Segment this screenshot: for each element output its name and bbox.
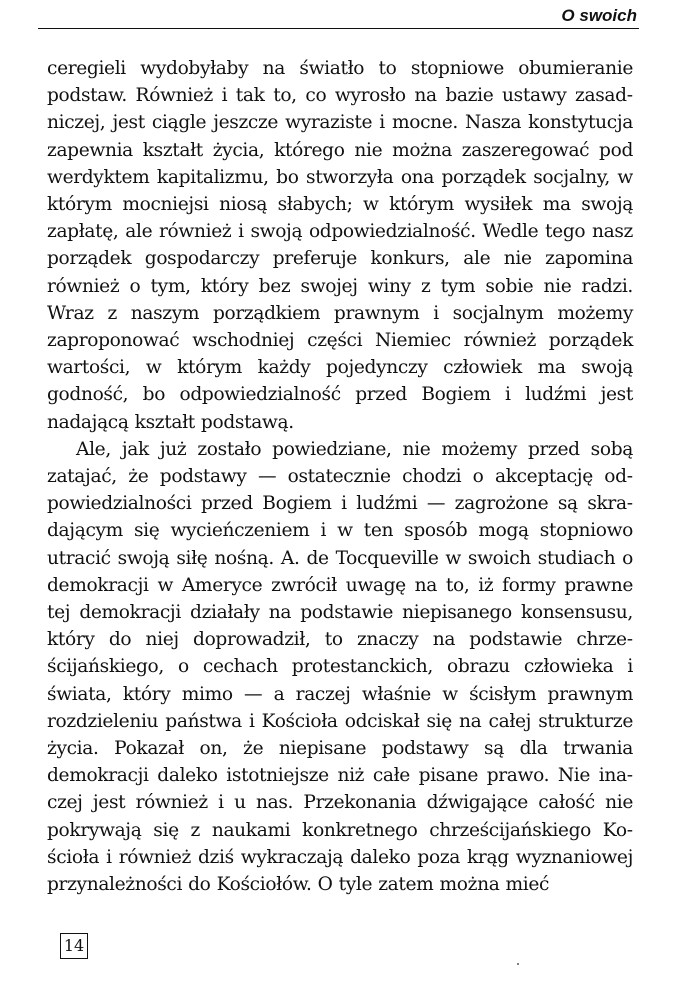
paragraph: Ale, jak już zostało powiedziane, nie możemy przed sobą zatajać, że podstawy — ostatecznie chodzi o akceptację odpowiedzialności przed Bogiem i ludźmi — zagrożone są skradającym się wycieńczeniem i w ten sposób mogą stopniowo utracić swoją siłę nośną. A. de Tocqueville w swoich studiach o demokracji w Ameryce zwrócił uwagę na to, iż formy prawne tej demokracji działały na podstawie niepisanego konsensusu, który do niej doprowadził, to znaczy na podstawie chrześcijańskiego, o cechach protestanckich, obrazu człowieka i świata, który mimo — a raczej właśnie w ścisłym prawnym rozdzieleniu państwa i Kościoła odciskał się na całej strukturze życia. Pokazał on, że niepisane podstawy są dla trwania demokracji daleko istotniejsze niż całe pisane prawo. Nie inaczej jest również i u nas. Przekonania dźwigające całość nie pokrywają się z naukami konkretnego chrześcijańskiego Kościoła i również dziś wykraczają daleko poza krąg wyznaniowej przynależności do Kościołów. O tyle zatem można mieć bbox=[47, 438, 633, 896]
page-number: 14 bbox=[60, 933, 88, 959]
header-rule bbox=[38, 28, 639, 29]
running-header: O swoich bbox=[561, 6, 637, 25]
paragraph: ceregieli wydobyłaby na światło to stopniowe obumieranie podstaw. Również i tak to, co wyrosło na bazie ustawy zasadniczej, jest ciągle jeszcze wyraziste i mocne. Nasza konstytucja zapewnia kształt życia, którego nie można zaszeregować pod werdyktem kapitalizmu, bo stworzyła ona porządek socjalny, w którym mocniejsi niosą słabych; w którym wysiłek ma swoją zapłatę, ale również i swoją odpowiedzialność. Wedle tego nasz porządek gospodarczy preferuje konkurs, ale nie zapomina również o tym, który bez swojej winy z tym sobie nie radzi. Wraz z naszym porządkiem prawnym i socjalnym możemy zaproponować wschodniej części Niemiec również porządek wartości, w którym każdy pojedynczy człowiek ma swoją godność, bo odpowiedzialność przed Bogiem i ludźmi jest nadającą kształt podstawą. bbox=[47, 58, 633, 433]
body-text bbox=[47, 55, 633, 898]
print-speck bbox=[517, 963, 519, 965]
